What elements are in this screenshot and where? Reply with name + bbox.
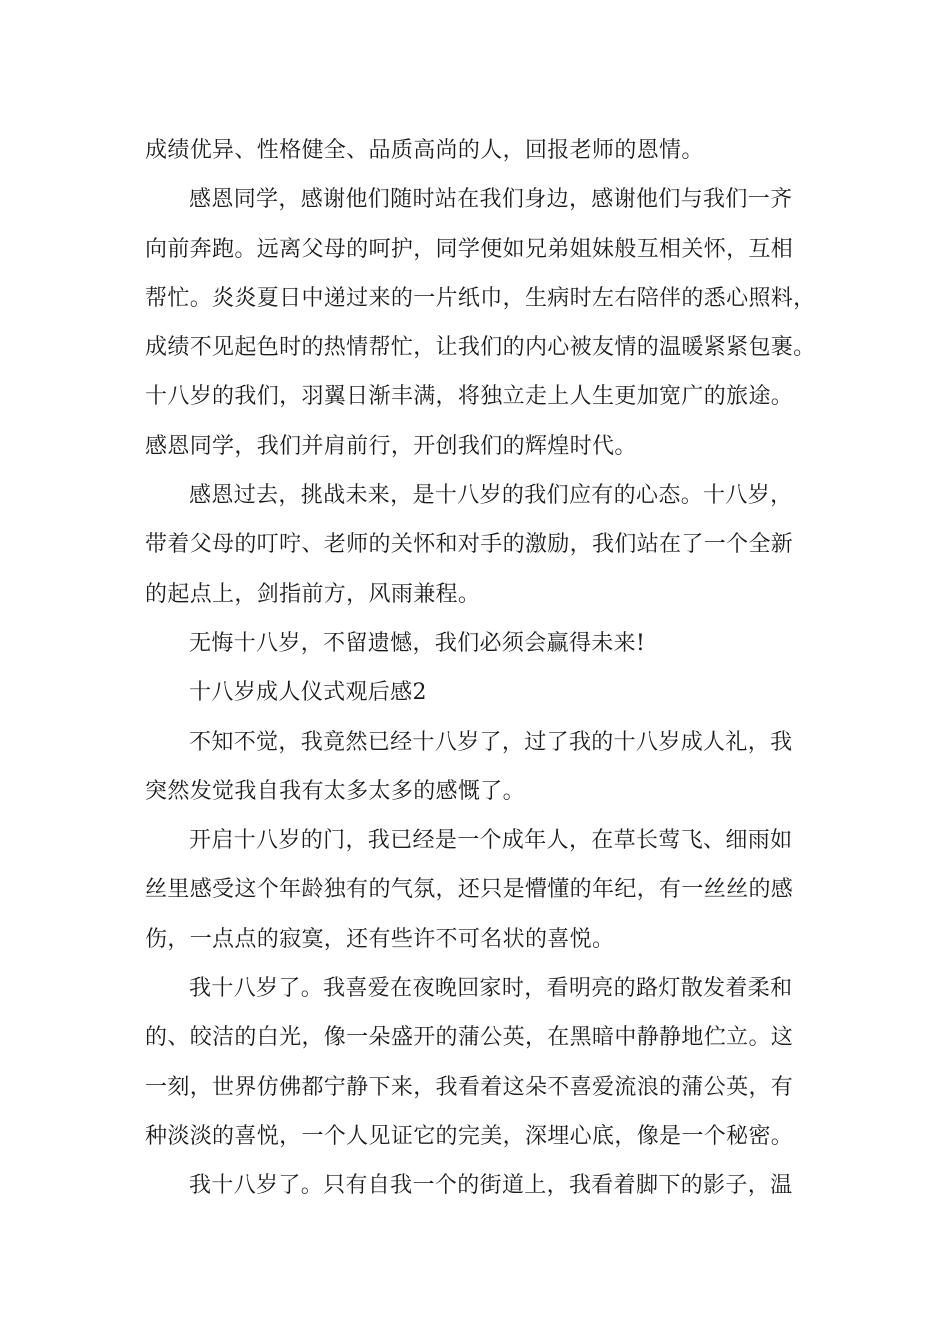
document-body — [145, 126, 825, 1211]
text-line: 我十八岁了。只有自我一个的街道上，我看着脚下的影子，温 — [189, 1173, 793, 1199]
text-line: 帮忙。炎炎夏日中递过来的一片纸巾，生病时左右陪伴的悉心照料， — [145, 285, 816, 311]
text-line: 一刻，世界仿佛都宁静下来，我看着这朵不喜爱流浪的蒲公英，有 — [145, 1074, 794, 1100]
text-line: 的起点上，剑指前方，风雨兼程。 — [145, 581, 481, 607]
text-line: 成绩不见起色时的热情帮忙，让我们的内心被友情的温暖紧紧包裹。 — [145, 335, 816, 361]
text-line: 不知不觉，我竟然已经十八岁了，过了我的十八岁成人礼，我 — [189, 729, 793, 755]
text-line: 的、皎洁的白光，像一朵盛开的蒲公英，在黑暗中静静地伫立。这 — [145, 1025, 794, 1051]
text-line: 丝里感受这个年龄独有的气氛，还只是懵懂的年纪，有一丝丝的感 — [145, 877, 794, 903]
text-line: 成绩优异、性格健全、品质高尚的人，回报老师的恩情。 — [145, 138, 704, 163]
text-line: 无悔十八岁，不留遗憾，我们必须会赢得未来! — [189, 630, 646, 656]
text-line: 向前奔跑。远离父母的呵护，同学便如兄弟姐妹般互相关怀，互相 — [145, 236, 794, 262]
text-line: 我十八岁了。我喜爱在夜晚回家时，看明亮的路灯散发着柔和 — [189, 976, 793, 1002]
text-line: 种淡淡的喜悦，一个人见证它的完美，深埋心底，像是一个秘密。 — [145, 1123, 794, 1149]
text-line: 感恩同学，感谢他们随时站在我们身边，感谢他们与我们一齐 — [189, 187, 793, 213]
section-heading: 十八岁成人仪式观后感2 — [189, 680, 427, 706]
text-line: 感恩同学，我们并肩前行，开创我们的辉煌时代。 — [145, 433, 637, 459]
text-line: 十八岁的我们，羽翼日渐丰满，将独立走上人生更加宽广的旅途。 — [145, 384, 794, 410]
text-line: 带着父母的叮咛、老师的关怀和对手的激励，我们站在了一个全新 — [145, 532, 794, 558]
text-line: 感恩过去，挑战未来，是十八岁的我们应有的心态。十八岁， — [189, 483, 793, 509]
text-line: 伤，一点点的寂寞，还有些许不可名状的喜悦。 — [145, 926, 615, 952]
text-line: 突然发觉我自我有太多太多的感慨了。 — [145, 778, 525, 804]
text-line: 开启十八岁的门，我已经是一个成年人，在草长莺飞、细雨如 — [189, 828, 793, 854]
